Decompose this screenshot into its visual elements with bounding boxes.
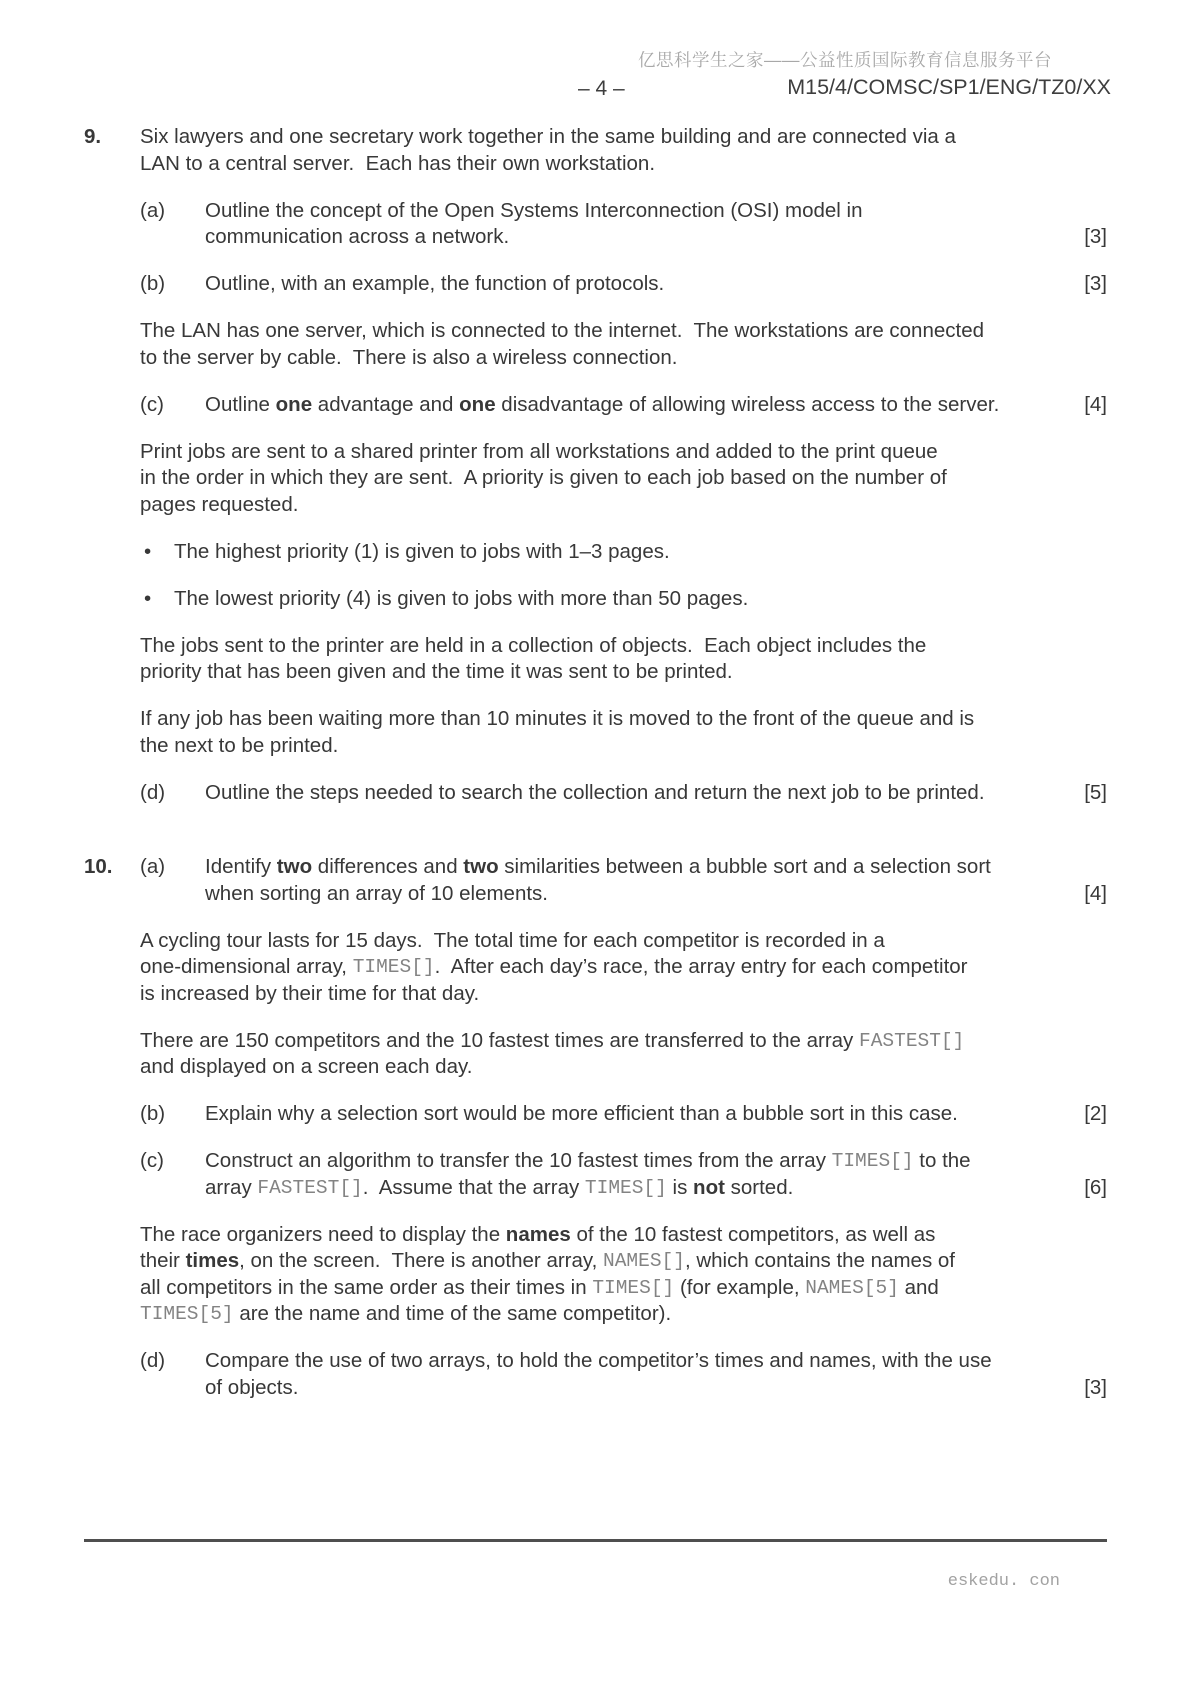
part-block [84,854,1107,907]
text-lines [140,1222,1107,1328]
text-lines [205,271,1107,298]
text-line [140,1028,1107,1055]
body-text: Compare the use of two arrays, to hold the competitor’s times and names, with the use [205,1349,992,1372]
text-line [140,633,1107,660]
question-number: 9. [84,125,102,148]
footer-divider [84,1539,1107,1542]
text-line [174,539,1107,566]
body-text: differences and [312,855,464,878]
part-letter: (d) [140,1349,166,1372]
body-text: Explain why a selection sort would be more efficient than a bubble sort in this case. [205,1102,958,1125]
marks-badge: [3] [1084,272,1107,295]
bold-text: two [463,855,499,878]
question-block [84,124,1107,177]
body-text: their [140,1249,186,1272]
part-letter: (d) [140,780,166,804]
bold-text: two [276,855,313,878]
text-lines [174,586,1107,613]
text-line [140,1222,1107,1249]
text-lines [140,633,1107,686]
body-text: . Assume that the array [362,1175,585,1199]
question-number [84,706,140,733]
question-number [84,392,140,419]
marks-badge: [3] [1084,225,1107,248]
body-text: array [205,1175,258,1199]
inline-code: NAMES[5] [805,1276,899,1299]
watermark-text: eskedu. con [947,1572,1060,1591]
text-lines [174,539,1107,566]
para-block [84,1222,1107,1328]
para-block [84,706,1107,759]
question-number [84,1028,140,1055]
body-text: The lowest priority (4) is given to jobs with more than 50 pages. [174,586,749,610]
body-text: The race organizers need to display the [140,1222,506,1246]
marks-badge: [2] [1084,1102,1107,1125]
text-line [140,465,1107,492]
inline-code: TIMES[] [352,956,435,978]
body-text: disadvantage of allowing wireless access to the server. [495,392,1000,416]
body-text: Outline the steps needed to search the collection and return the next job to be printed. [205,780,985,804]
text-lines [205,198,1107,251]
body-text: Outline the concept of the Open Systems Interconnection (OSI) model in [205,198,863,222]
inline-code: TIMES[] [584,1176,667,1199]
body-text: the next to be printed. [140,733,339,757]
body-text: If any job has been waiting more than 10 minutes it is moved to the front of the queue and is [140,707,975,730]
text-lines [140,318,1107,371]
inline-code: TIMES[5] [140,1303,234,1325]
text-line [140,1301,1107,1328]
body-text: (for example, [674,1275,806,1299]
part-letter: (a) [140,198,166,222]
body-text: A cycling tour lasts for 15 days. The total time for each competitor is recorded in a [140,928,885,952]
part-block [84,392,1107,419]
para-block [84,928,1107,1008]
text-line [205,854,1107,881]
text-line [205,392,1107,419]
text-line [140,733,1107,760]
body-text: LAN to a central server. Each has their own workstation. [140,151,656,175]
bullet-block [84,586,1107,613]
para-block [84,1028,1107,1081]
inline-code: NAMES[] [603,1250,685,1272]
text-line [205,1348,1107,1375]
marks-badge: [4] [1084,392,1107,416]
text-line [140,928,1107,955]
text-lines [205,1148,1107,1201]
part-block [84,198,1107,251]
text-line [140,151,1107,178]
part-letter: (c) [140,1149,164,1172]
body-text: Outline [205,392,276,416]
text-line [140,345,1107,372]
text-line [140,1275,1107,1302]
body-text: to the [913,1149,971,1172]
body-text: similarities between a bubble sort and a selection sort [498,855,991,878]
body-text: to the server by cable. There is also a wireless connection. [140,345,678,369]
bold-text: not [693,1175,725,1199]
bullet-icon: • [144,586,152,610]
question-number [84,1348,140,1375]
body-text: The highest priority (1) is given to jobs with 1–3 pages. [174,539,670,563]
question-number: 10. [84,855,113,878]
bold-text: one [275,392,313,416]
part-block [84,271,1107,298]
text-line [205,1175,1107,1202]
question-number [84,271,140,298]
body-text: when sorting an array of 10 elements. [205,881,548,905]
body-text: The jobs sent to the printer are held in a collection of objects. Each object includes the [140,633,927,657]
text-line [205,1148,1107,1175]
body-text: Identify [205,855,277,878]
question-number [84,439,140,466]
part-block [84,1101,1107,1128]
text-line [205,1375,1107,1402]
text-line [140,318,1107,345]
text-lines [205,392,1107,419]
question-number [84,1148,140,1175]
para-block [84,633,1107,686]
text-line [205,198,1107,225]
text-lines [205,854,1107,907]
question-number [84,198,140,225]
text-line [140,124,1107,151]
text-line [205,1101,1107,1128]
inline-code: FASTEST[] [859,1029,965,1052]
question-number [84,1101,140,1128]
text-lines [140,1028,1107,1081]
bullet-block [84,539,1107,566]
body-text: is [666,1175,694,1199]
body-text: communication across a network. [205,225,510,248]
body-text: of objects. [205,1375,299,1399]
body-text: and displayed on a screen each day. [140,1055,473,1078]
body-text: sorted. [724,1175,794,1199]
body-text: pages requested. [140,492,299,516]
question-number [84,633,140,660]
marks-badge: [6] [1084,1175,1107,1199]
body-text: . After each day’s race, the array entry for each competitor [434,955,968,978]
para-block [84,318,1107,371]
question-number [84,928,140,955]
part-block [84,1348,1107,1401]
part-block [84,1148,1107,1201]
body-text: , which contains the names of [684,1249,956,1272]
part-letter: (c) [140,392,164,416]
text-lines [205,1348,1107,1401]
part-letter: (b) [140,272,166,295]
text-line [174,586,1107,613]
marks-badge: [5] [1084,780,1107,804]
body-text: are the name and time of the same competitor). [233,1302,672,1325]
text-lines [140,706,1107,759]
question-number [84,318,140,345]
body-text: all competitors in the same order as their times in [140,1275,593,1299]
text-line [140,439,1107,466]
body-text: , on the screen. There is another array, [239,1249,604,1272]
page-number: – 4 – [578,77,625,100]
para-block [84,439,1107,519]
text-line [140,492,1107,519]
inline-code: TIMES[] [592,1276,675,1299]
document-body [84,124,1107,1401]
text-lines [140,124,1107,177]
bullet-icon: • [144,539,152,563]
part-letter: (a) [140,855,166,878]
body-text: Construct an algorithm to transfer the 10 fastest times from the array [205,1149,832,1172]
body-text: priority that has been given and the time it was sent to be printed. [140,660,733,683]
text-lines [205,780,1107,807]
bold-text: names [505,1222,571,1246]
paper-code: M15/4/COMSC/SP1/ENG/TZ0/XX [787,75,1111,99]
question-number [84,1222,140,1249]
body-text: There are 150 competitors and the 10 fastest times are transferred to the array [140,1028,860,1052]
body-text: and [898,1275,939,1299]
body-text: The LAN has one server, which is connected to the internet. The workstations are connected [140,319,985,342]
text-lines [205,1101,1107,1128]
text-line [140,954,1107,981]
inline-code: TIMES[] [831,1150,914,1172]
body-text: advantage and [312,392,460,416]
text-line [140,659,1107,686]
body-text: of the 10 fastest competitors, as well as [570,1222,936,1246]
question-number [84,586,140,613]
marks-badge: [3] [1084,1375,1107,1399]
text-line [205,881,1107,908]
text-line [205,224,1107,251]
question-number [84,780,140,807]
body-text: Six lawyers and one secretary work together in the same building and are connected via a [140,125,956,148]
marks-badge: [4] [1084,881,1107,905]
bold-text: times [185,1249,240,1272]
text-line [140,1248,1107,1275]
part-block [84,780,1107,807]
body-text: in the order in which they are sent. A priority is given to each job based on the number of [140,466,947,489]
text-lines [140,439,1107,519]
text-line [140,706,1107,733]
text-line [140,1054,1107,1081]
part-letter: (b) [140,1102,166,1125]
body-text: is increased by their time for that day. [140,981,480,1005]
question-number [84,539,140,566]
text-line [140,981,1107,1008]
bold-text: one [459,392,496,416]
text-lines [140,928,1107,1008]
site-banner-text: 亿思科学生之家——公益性质国际教育信息服务平台 [638,50,1052,70]
body-text: Outline, with an example, the function of protocols. [205,272,665,295]
body-text: Print jobs are sent to a shared printer from all workstations and added to the print queue [140,439,938,463]
inline-code: FASTEST[] [257,1176,363,1199]
body-text: one-dimensional array, [140,955,353,978]
text-line [205,271,1107,298]
text-line [205,780,1107,807]
